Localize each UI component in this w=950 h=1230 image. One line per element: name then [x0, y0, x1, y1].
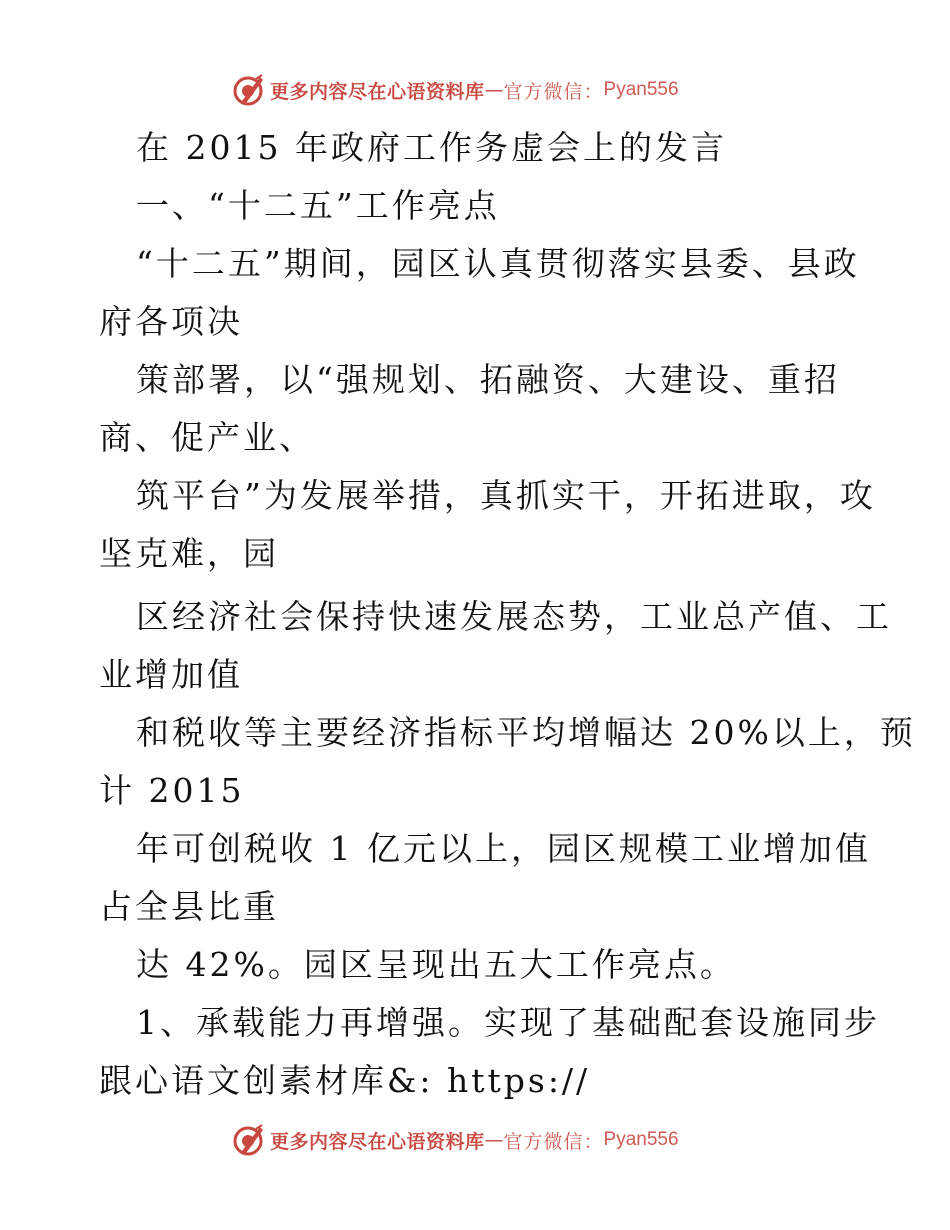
banner-slogan: 更多内容尽在心语资料库 [270, 1130, 485, 1153]
body-line: “十二五”期间，园区认真贯彻落实县委、县政 [136, 244, 860, 283]
banner-dash: — [484, 79, 504, 101]
banner-wechat-id: Pyan556 [603, 1129, 679, 1150]
banner-wechat-label: 官方微信： [503, 1130, 604, 1153]
quill-pen-logo-icon [232, 1123, 266, 1157]
banner-wechat-id: Pyan556 [603, 79, 679, 100]
body-line: 占全县比重 [99, 887, 279, 926]
body-line: 和税收等主要经济指标平均增幅达 20%以上，预 [136, 713, 916, 752]
banner-wechat-label: 官方微信： [503, 80, 604, 103]
body-line: 达 42%。园区呈现出五大工作亮点。 [136, 945, 736, 984]
header-banner [232, 70, 712, 110]
body-line: 计 2015 [99, 771, 245, 810]
body-line: 业增加值 [99, 655, 243, 694]
body-line: 1、承载能力再增强。实现了基础配套设施同步 [136, 1003, 880, 1042]
quill-pen-logo-icon [232, 73, 266, 107]
body-line: 跟心语文创素材库&: https:// [99, 1061, 591, 1100]
body-line: 商、促产业、 [99, 418, 315, 457]
footer-banner [232, 1120, 712, 1160]
banner-slogan: 更多内容尽在心语资料库 [270, 80, 485, 103]
body-line: 区经济社会保持快速发展态势，工业总产值、工 [136, 597, 892, 636]
body-line: 年可创税收 1 亿元以上，园区规模工业增加值 [136, 829, 871, 868]
body-line: 筑平台”为发展举措，真抓实干，开拓进取，攻 [136, 476, 876, 515]
document-title: 在 2015 年政府工作务虚会上的发言 [136, 128, 727, 167]
body-line: 策部署，以“强规划、拓融资、大建设、重招 [136, 360, 840, 399]
section-heading: 一、“十二五”工作亮点 [136, 186, 500, 225]
body-line: 坚克难，园 [99, 534, 279, 573]
body-line: 府各项决 [99, 302, 243, 341]
banner-dash: — [484, 1129, 504, 1151]
